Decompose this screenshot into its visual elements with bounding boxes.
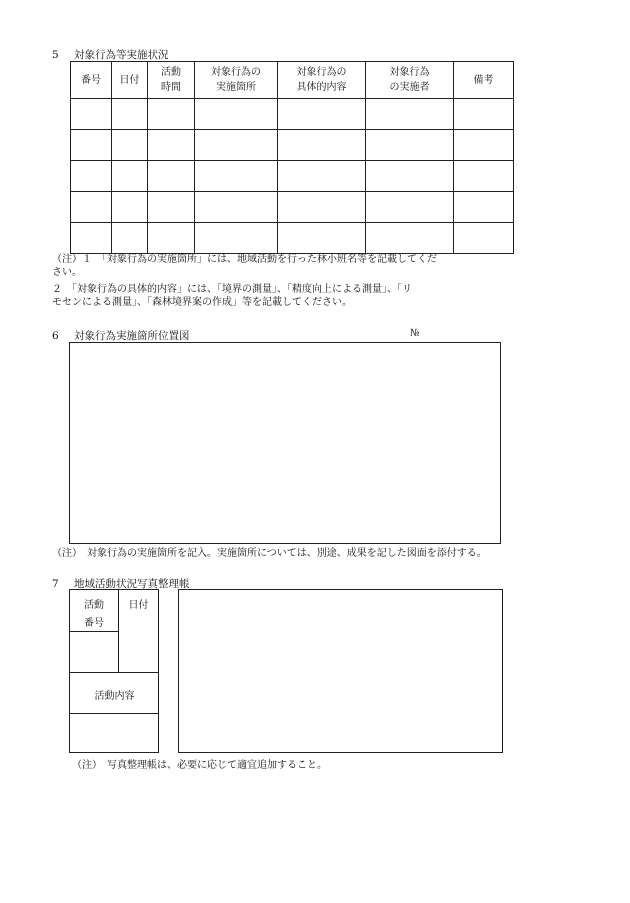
section-5-number: 5 [52, 49, 59, 61]
implementation-status-table [70, 61, 514, 254]
header-activity-time: 活動 時間 [148, 62, 195, 99]
header-remarks: 備考 [454, 62, 514, 99]
cell-implementer[interactable] [366, 223, 454, 254]
activity-content-field[interactable] [70, 714, 159, 753]
cell-number[interactable] [71, 130, 112, 161]
cell-content[interactable] [278, 161, 366, 192]
cell-content[interactable] [278, 192, 366, 223]
table-row [71, 99, 514, 130]
cell-content[interactable] [278, 223, 366, 254]
photo-info-form [69, 589, 159, 753]
cell-activity-time[interactable] [148, 161, 195, 192]
activity-no-label-line-1: 活動 [84, 600, 104, 611]
section-7-note: （注） 写真整理帳は、必要に応じて適宜追加すること。 [72, 760, 327, 771]
cell-date[interactable] [112, 130, 148, 161]
cell-implementer[interactable] [366, 192, 454, 223]
activity-no-field[interactable] [70, 632, 118, 672]
cell-number[interactable] [71, 161, 112, 192]
cell-implementer[interactable] [366, 99, 454, 130]
cell-implementer[interactable] [366, 161, 454, 192]
date-field[interactable] [118, 632, 159, 672]
date-label: 日付 [128, 600, 149, 611]
cell-location[interactable] [195, 99, 278, 130]
table-row [71, 130, 514, 161]
header-location: 対象行為の 実施箇所 [195, 62, 278, 99]
cell-remarks[interactable] [454, 223, 514, 254]
cell-number[interactable] [71, 223, 112, 254]
section-5-title-text: 対象行為等実施状況 [74, 49, 169, 61]
activity-no-label-line-2: 番号 [84, 618, 104, 629]
section-7-number: 7 [52, 578, 59, 590]
note-1-line-1: （注）１ 「対象行為の実施箇所」には、地域活動を行った林小班名等を記載してくだ [52, 254, 437, 265]
cell-number[interactable] [71, 99, 112, 130]
cell-activity-time[interactable] [148, 99, 195, 130]
cell-content[interactable] [278, 99, 366, 130]
cell-number[interactable] [71, 192, 112, 223]
header-content: 対象行為の 具体的内容 [278, 62, 366, 99]
cell-location[interactable] [195, 161, 278, 192]
cell-remarks[interactable] [454, 99, 514, 130]
cell-remarks[interactable] [454, 130, 514, 161]
photo-area[interactable] [178, 589, 503, 753]
cell-remarks[interactable] [454, 161, 514, 192]
note-1-line-2: さい。 [52, 267, 82, 278]
section-5-note-2 [52, 283, 412, 309]
cell-activity-time[interactable] [148, 130, 195, 161]
section-6-number: 6 [52, 330, 59, 342]
table-row [71, 161, 514, 192]
cell-location[interactable] [195, 223, 278, 254]
cell-date[interactable] [112, 223, 148, 254]
section-5-title [52, 47, 169, 62]
section-7-title-text: 地域活動状況写真整理帳 [74, 578, 190, 590]
map-number-label: № [410, 328, 420, 339]
cell-implementer[interactable] [366, 130, 454, 161]
table-header-row [71, 62, 514, 99]
header-implementer: 対象行為 の実施者 [366, 62, 454, 99]
cell-date[interactable] [112, 192, 148, 223]
cell-date[interactable] [112, 99, 148, 130]
note-2-line-1: ２ 「対象行為の具体的内容」には、「境界の測量」、「精度向上による測量」、「リ [52, 284, 412, 295]
cell-content[interactable] [278, 130, 366, 161]
cell-location[interactable] [195, 130, 278, 161]
section-6-note: （注） 対象行為の実施箇所を記入。実施箇所については、別途、成果を記した図面を添付する。 [52, 548, 487, 559]
section-5-note-1 [52, 253, 437, 279]
cell-activity-time[interactable] [148, 192, 195, 223]
section-6-title-text: 対象行為実施箇所位置図 [74, 330, 190, 342]
note-2-line-2: モセンによる測量」、「森林境界案の作成」等を記載してください。 [52, 297, 352, 308]
activity-content-label: 活動内容 [94, 691, 135, 702]
table-row [71, 192, 514, 223]
header-date: 日付 [112, 62, 148, 99]
location-map-area[interactable] [69, 342, 501, 544]
cell-remarks[interactable] [454, 192, 514, 223]
cell-location[interactable] [195, 192, 278, 223]
section-6-title [52, 328, 190, 343]
table-row [71, 223, 514, 254]
cell-date[interactable] [112, 161, 148, 192]
header-number: 番号 [71, 62, 112, 99]
cell-activity-time[interactable] [148, 223, 195, 254]
